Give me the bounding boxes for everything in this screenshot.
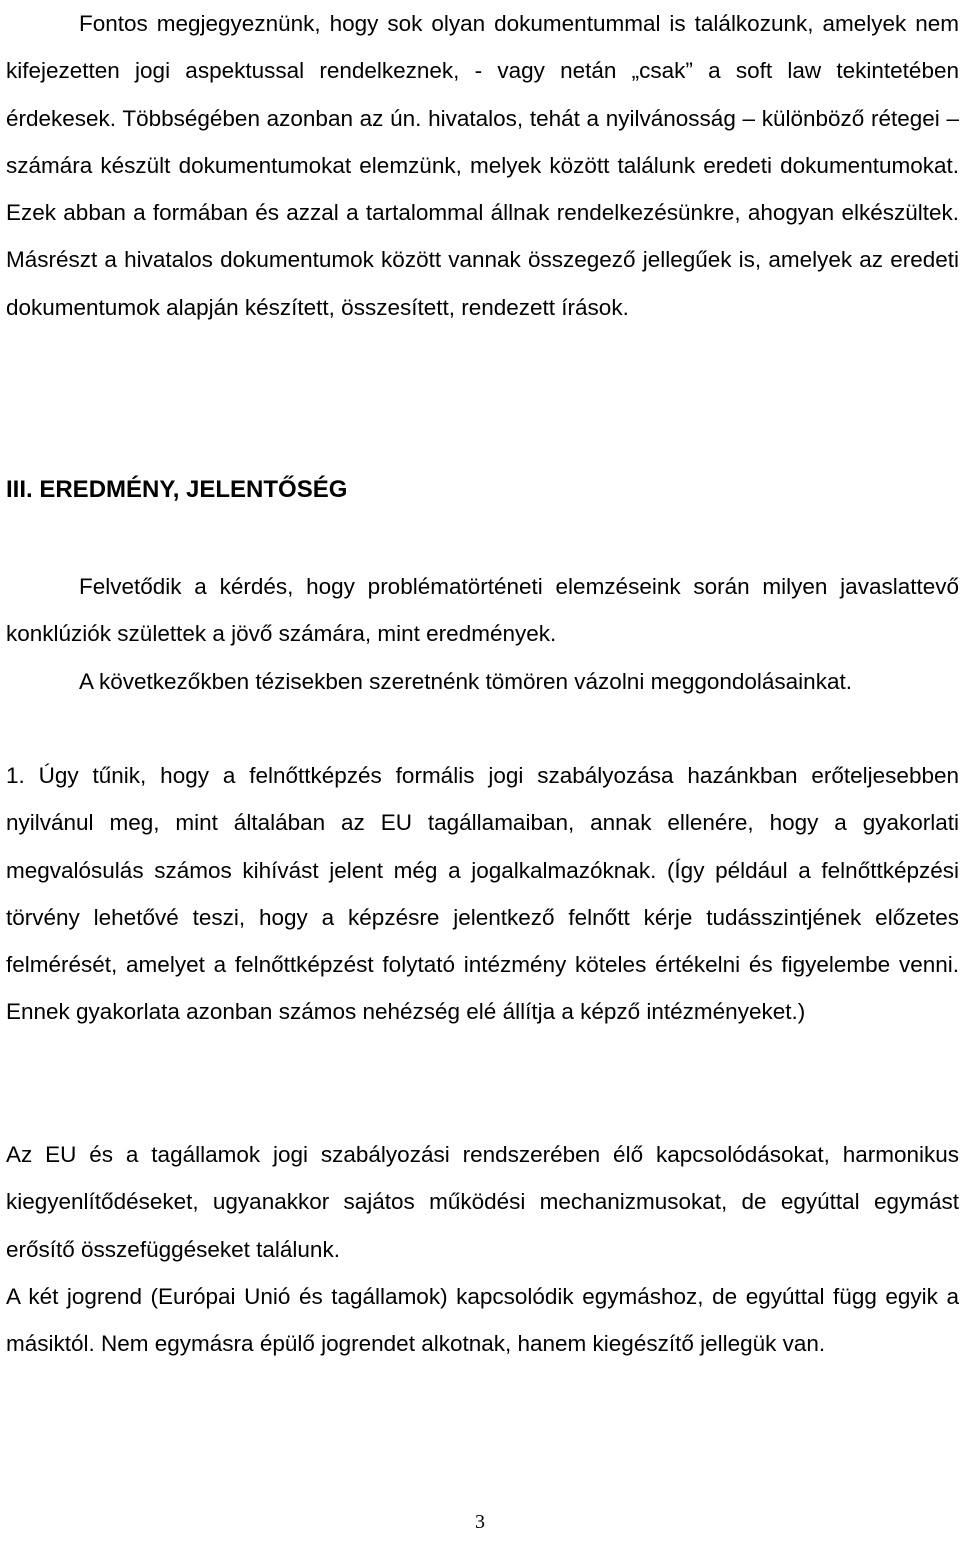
paragraph-thesis-1: 1. Úgy tűnik, hogy a felnőttképzés formális jogi szabályozása hazánkban erőteljesebben nyilvánul meg, mint általában az EU tagállamaiban, annak ellenére, hogy a gyakorlati megvalósulás számos kihívást jelent még a jogalkalmazóknak. (Így például a felnőttképzési törvény lehetővé teszi, hogy a képzésre jelentkező felnőtt kérje tudásszintjének előzetes felmérését, amelyet a felnőttképzést folytató intézmény köteles értékelni és figyelembe venni. Ennek gyakorlata azonban számos nehézség elé állítja a képző intézményeket.)	[6, 763, 959, 1025]
paragraph-question: Felvetődik a kérdés, hogy problématörténeti elemzéseink során milyen javaslattevő konklúziók születtek a jövő számára, mint eredmények.	[6, 574, 959, 647]
paragraph-two-legal-orders: A két jogrend (Európai Unió és tagállamok) kapcsolódik egymáshoz, de egyúttal függ egyik a másiktól. Nem egymásra épülő jogrendet alkotnak, hanem kiegészítő jellegük van.	[6, 1284, 959, 1357]
section-heading: III. EREDMÉNY, JELENTŐSÉG	[6, 476, 348, 503]
paragraph-documents: Fontos megjegyeznünk, hogy sok olyan dokumentummal is találkozunk, amelyek nem kifejezetten jogi aspektussal rendelkeznek, - vagy netán „csak” a soft law tekintetében érdekesek. Többségében azonban az ún. hivatalos, tehát a nyilvánosság – különböző rétegei – számára készült dokumentumokat elemzünk, melyek között találunk eredeti dokumentumokat. Ezek abban a formában és azzal a tartalommal állnak rendelkezésünkre, ahogyan elkészültek. Másrészt a hivatalos dokumentumok között vannak összegező jellegűek is, amelyek az eredeti dokumentumok alapján készített, összesített, rendezett írások.	[6, 11, 959, 320]
paragraph-eu-relations: Az EU és a tagállamok jogi szabályozási rendszerében élő kapcsolódásokat, harmonikus kiegyenlítődéseket, ugyanakkor sajátos működési mechanizmusokat, de egyúttal egymást erősítő összefüggéseket találunk.	[6, 1142, 959, 1262]
paragraph-theses-intro: A következőkben tézisekben szeretnénk tömören vázolni meggondolásainkat.	[79, 669, 852, 694]
page-number: 3	[475, 1511, 485, 1533]
